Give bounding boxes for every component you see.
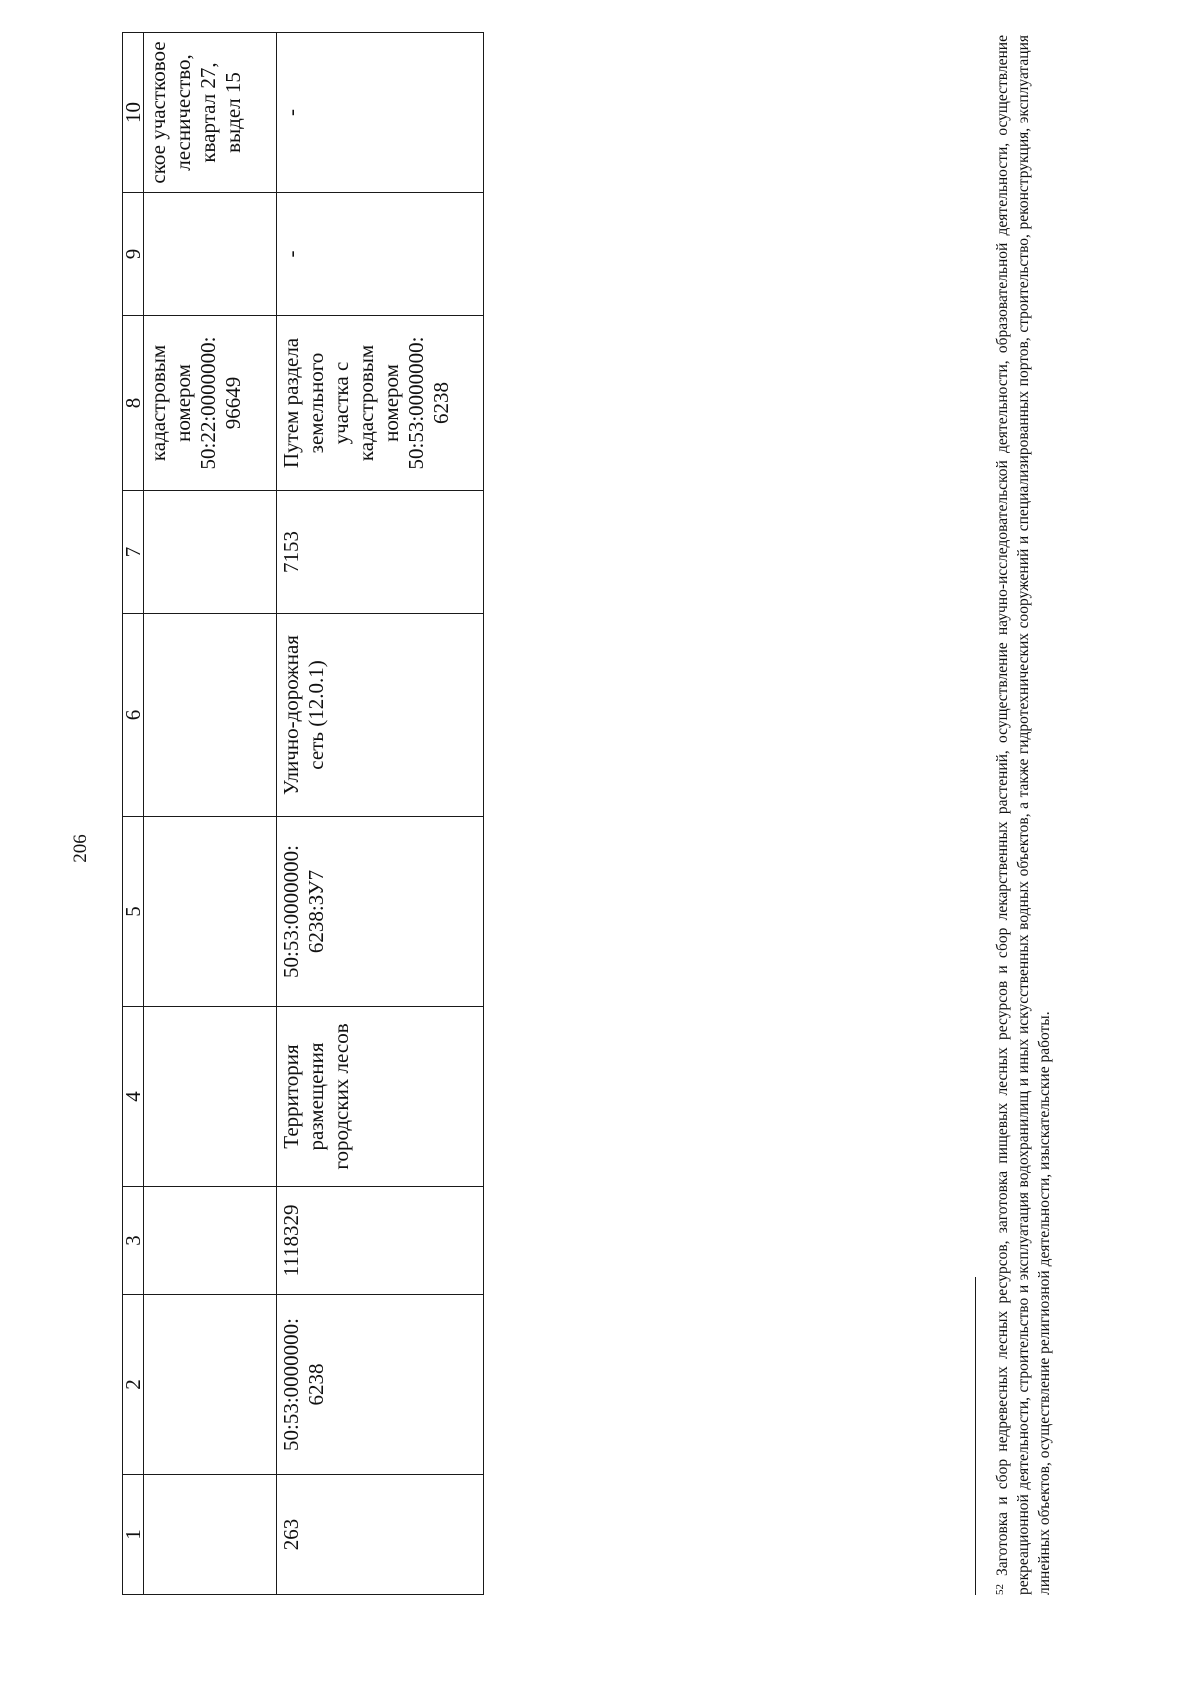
table-cell bbox=[144, 1295, 277, 1475]
table-cell-method: Путем раздела земельного участка с кадастровым номером 50:53:0000000: 6238 bbox=[277, 316, 484, 491]
table-cell-number: 263 bbox=[277, 1475, 484, 1595]
table-cell bbox=[144, 817, 277, 1007]
table-cell-number bbox=[144, 1475, 277, 1595]
column-header: 8 bbox=[123, 316, 144, 491]
column-header: 5 bbox=[123, 817, 144, 1007]
table-cell: - bbox=[277, 193, 484, 316]
table-row bbox=[277, 33, 484, 1595]
column-header: 9 bbox=[123, 193, 144, 316]
footnote-separator bbox=[975, 1277, 976, 1595]
table-cell bbox=[144, 491, 277, 614]
table-row bbox=[144, 33, 277, 1595]
column-header: 1 bbox=[123, 1475, 144, 1595]
table-cell bbox=[144, 193, 277, 316]
footnote-marker: 52 bbox=[994, 1584, 1006, 1595]
register-table bbox=[122, 32, 484, 1595]
column-header: 3 bbox=[123, 1187, 144, 1295]
table-cell bbox=[144, 1187, 277, 1295]
table-cell-location: - bbox=[277, 33, 484, 193]
table-cell-method: кадастровым номером 50:22:0000000: 96649 bbox=[144, 316, 277, 491]
table-cell-location: ское участковое лесничество, квартал 27, выдел 15 bbox=[144, 33, 277, 193]
table-cell-cadastral-number: 50:53:0000000: 6238 bbox=[277, 1295, 484, 1475]
column-header: 2 bbox=[123, 1295, 144, 1475]
page-number: 206 bbox=[70, 834, 91, 863]
table-cell bbox=[144, 614, 277, 817]
table-cell-plot-area: 7153 bbox=[277, 491, 484, 614]
footnote bbox=[990, 35, 1055, 1595]
table-cell-plot-id: 50:53:0000000: 6238:ЗУ7 bbox=[277, 817, 484, 1007]
table-cell-land-use: Улично-дорожная сеть (12.0.1) bbox=[277, 614, 484, 817]
column-header: 4 bbox=[123, 1007, 144, 1187]
column-header: 7 bbox=[123, 491, 144, 614]
table-cell-area: 1118329 bbox=[277, 1187, 484, 1295]
table-cell bbox=[144, 1007, 277, 1187]
table-cell-zone: Территория размещения городских лесов bbox=[277, 1007, 484, 1187]
column-header: 6 bbox=[123, 614, 144, 817]
footnote-text: Заготовка и сбор недревесных лесных ресурсов, заготовка пищевых лесных ресурсов и сбор лекарственных растений, осуществление научно-исследовательской деятельности, образовательной деятельности, осуществление рекреационной деятельности, строительство и эксплуатация водохранилищ и иных искусственных водных объектов, а также гидротехнических сооружений и специализированных портов, строительство, реконструкция, эксплуатация линейных объектов, осуществление религиозной деятельности, изыскательские работы. bbox=[994, 35, 1053, 1595]
table-header-row bbox=[123, 33, 144, 1595]
column-header: 10 bbox=[123, 33, 144, 193]
